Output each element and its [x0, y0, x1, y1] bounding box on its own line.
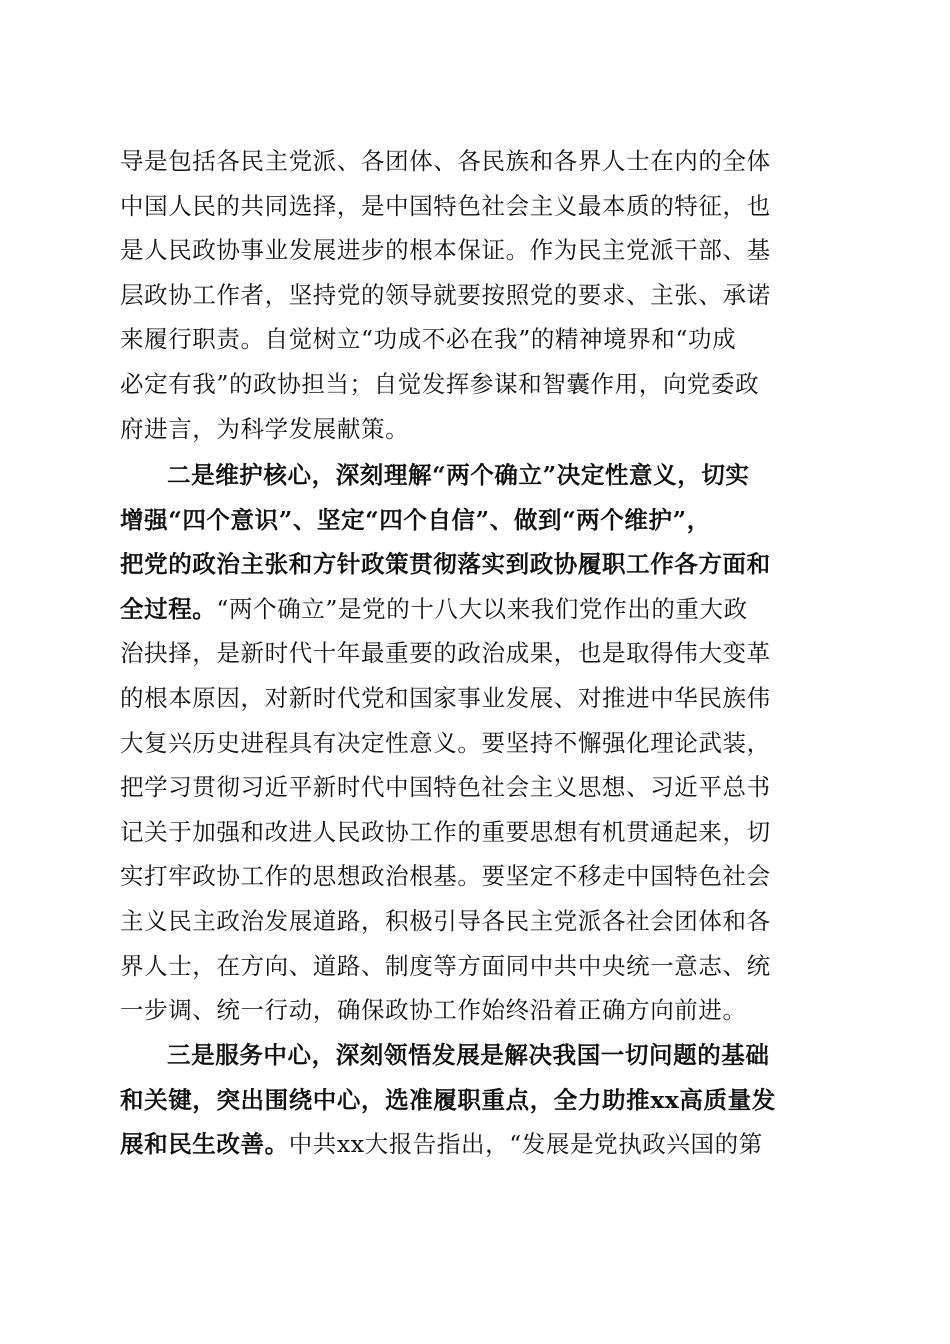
- paragraph-line: 中国人民的共同选择，是中国特色社会主义最本质的特征，也: [120, 191, 771, 220]
- paragraph-line: 主义民主政治发展道路，积极引导各民主党派各社会团体和各: [120, 906, 771, 935]
- paragraph-heading-line: 三是服务中心，深刻领悟发展是解决我国一切问题的基础: [167, 1041, 770, 1069]
- paragraph-line: 府进言，为科学发展献策。: [120, 414, 410, 443]
- paragraph-line: 是人民政协事业发展进步的根本保证。作为民主党派干部、基: [120, 236, 771, 265]
- paragraph-line: 层政协工作者，坚持党的领导就要按照党的要求、主张、承诺: [120, 280, 771, 309]
- paragraph-line: 一步调、统一行动，确保政协工作始终沿着正确方向前进。: [120, 996, 747, 1025]
- paragraph-line: 把学习贯彻习近平新时代中国特色社会主义思想、习近平总书: [120, 773, 771, 802]
- paragraph-line: 治抉择，是新时代十年最重要的政治成果，也是取得伟大变革: [120, 639, 771, 668]
- paragraph-heading-tail: 展和民生改善。: [120, 1130, 289, 1159]
- paragraph-mixed-line: [120, 1122, 824, 1167]
- paragraph-2: [120, 453, 824, 1033]
- paragraph-line: 记关于加强和改进人民政协工作的重要思想有机贯通起来，切: [120, 817, 771, 846]
- paragraph-mixed-line: [120, 587, 824, 632]
- paragraph-heading-line: 二是维护核心，深刻理解“两个确立”决定性意义，切实: [167, 461, 750, 489]
- paragraph-line: 必定有我”的政协担当；自觉发挥参谋和智囊作用，向党委政: [120, 369, 760, 398]
- paragraph-heading-line: 和关键，突出围绕中心，选准履职重点，全力助推xx高质量发: [120, 1085, 776, 1114]
- paragraph-body-start: 中共xx大报告指出，“发展是党执政兴国的第: [288, 1130, 763, 1159]
- paragraph-line: 的根本原因，对新时代党和国家事业发展、对推进中华民族伟: [120, 683, 771, 712]
- paragraph-3: [120, 1033, 824, 1167]
- paragraph-line: 导是包括各民主党派、各团体、各民族和各界人士在内的全体: [120, 147, 771, 175]
- paragraph-1: [120, 139, 824, 451]
- paragraph-line: 实打牢政协工作的思想政治根基。要坚定不移走中国特色社会: [120, 862, 771, 891]
- paragraph-line: 界人士，在方向、道路、制度等方面同中共中央统一意志、统: [120, 951, 771, 980]
- paragraph-line: 来履行职责。自觉树立“功成不必在我”的精神境界和“功成: [120, 325, 737, 354]
- paragraph-heading-line: 把党的政治主张和方针政策贯彻落实到政协履职工作各方面和: [120, 550, 771, 579]
- paragraph-heading-tail: 全过程。: [120, 594, 217, 623]
- paragraph-line: 大复兴历史进程具有决定性意义。要坚持不懈强化理论武装，: [120, 728, 771, 757]
- paragraph-heading-line: 增强“四个意识”、坚定“四个自信”、做到“两个维护”，: [120, 505, 711, 534]
- paragraph-body-start: “两个确立”是党的十八大以来我们党作出的重大政: [216, 594, 748, 623]
